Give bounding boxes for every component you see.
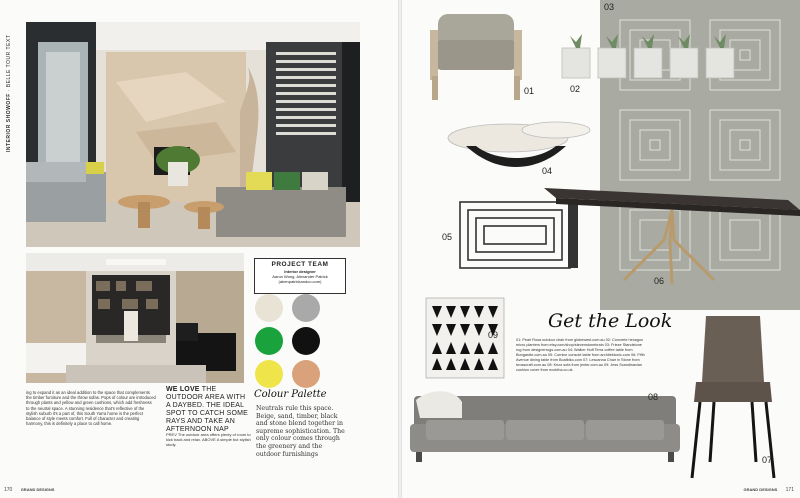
left-page [0, 0, 398, 498]
item-number-04: 04 [542, 166, 553, 176]
project-team-website: (abenpatrickandco.com) [278, 279, 322, 284]
swatch-yellow [255, 360, 283, 388]
dining-table-image [544, 180, 800, 292]
item-number-01: 01 [524, 86, 535, 96]
swatch-black [292, 327, 320, 355]
swatch-tan [292, 360, 320, 388]
item-number-08: 08 [648, 392, 659, 402]
body-text: ing to expand it as an ideal addition to the space that complements the timber furniture and the throw sofas. Pops of colour are introduced through plants and yellow and green cushions, which add freshness to the neutral space. A stunning residence that's reflective of the stylish suburb it's a part of, this South Yarra home is the perfect balance of style meets comfort. Full of character and creating harmony, this is definitely a place to call home. [26, 390, 156, 427]
sofa-image [410, 386, 680, 466]
swatch-beige [255, 294, 283, 322]
project-team-role: Interior designer [284, 269, 316, 274]
planters-image [560, 30, 738, 82]
caption-small: PREV The outdoor area offers plenty of room to kick back and relax. ABOVE A simple but stylish study. [166, 432, 251, 447]
project-team-box [254, 258, 346, 294]
study-photo [26, 253, 244, 383]
swatch-grey [292, 294, 320, 322]
living-room-photo [26, 22, 360, 247]
swatch-green [255, 327, 283, 355]
caption-heading: WE LOVE THE OUTDOOR AREA WITH A DAYBED. THE IDEAL SPOT TO CATCH SOME RAYS AND TAKE AN AFTERNOON NAP [166, 386, 249, 433]
right-page [402, 0, 800, 498]
side-label: INTERIOR SHOWOFF · BELLE TOUR TEXT [6, 34, 12, 152]
item-number-05: 05 [442, 232, 453, 242]
folio-right: GRAND DESIGNS 171 [743, 487, 794, 493]
item-number-06: 06 [654, 276, 665, 286]
project-team-names: Aaron Wong, Alexander Patrick [272, 274, 328, 279]
project-team-title: PROJECT TEAM [271, 261, 329, 268]
item-number-09: 09 [488, 330, 499, 340]
item-number-02: 02 [570, 84, 581, 94]
item-number-07: 07 [762, 455, 773, 465]
coffee-table-image [436, 112, 596, 180]
outdoor-chair-image [428, 10, 524, 102]
item-number-03: 03 [604, 2, 615, 12]
folio-left: 170 GRAND DESIGNS [4, 487, 55, 493]
get-the-look-title: Get the Look [548, 310, 673, 332]
colour-palette-title: Colour Palette [254, 389, 327, 400]
get-the-look-text: 01: Pearl Rosa outdoor chair from globewest.com.au 02: Concrete hexagon micro planters from etsy.com/shop/stevenstonebrain 03: Frieze Standstone rug from designerrugs.com.au 04: Walker Hoff Terra coffee table from Bongardie.com.au 05: Cornice console table from architektonic.com 06: Fifth Avenue dining table from Boatbiko.com 07: Lescanna Chair in Stone from brosscraft.com.au 08: Knox sofa from jenter.com.au 09: Jess Scandinavian cushion cover from ecobiha.co.uk [516, 338, 645, 372]
palette-text: Neutrals rule this space. Beige, sand, timber, black and stone blend together in supreme sophistication. The only colour comes through the greenery and the outdoor furnishings [256, 405, 345, 458]
